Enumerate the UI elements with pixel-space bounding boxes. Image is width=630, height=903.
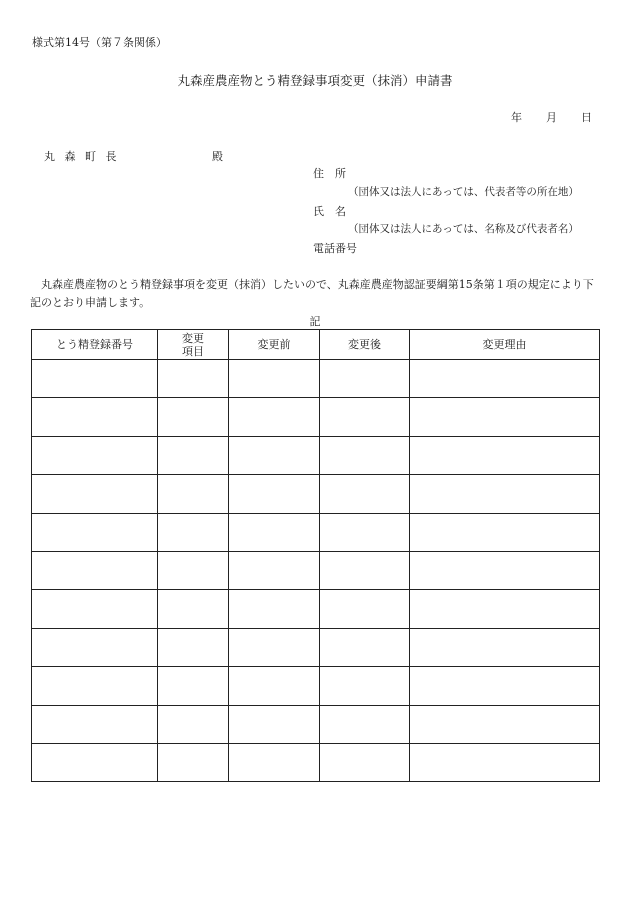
table-header-row <box>32 330 600 360</box>
records-table <box>31 329 600 782</box>
cell-change-item[interactable] <box>158 705 229 743</box>
form-number: 様式第14号（第７条関係） <box>32 36 167 49</box>
table-row <box>32 360 600 398</box>
cell-change-item[interactable] <box>158 743 229 781</box>
cell-change-item[interactable] <box>158 628 229 666</box>
cell-before[interactable] <box>229 705 320 743</box>
header-after: 変更後 <box>320 330 410 360</box>
cell-before[interactable] <box>229 743 320 781</box>
cell-registration-number[interactable] <box>32 743 158 781</box>
cell-change-item[interactable] <box>158 667 229 705</box>
cell-registration-number[interactable] <box>32 551 158 589</box>
records-body <box>32 360 600 782</box>
table-row <box>32 436 600 474</box>
cell-after[interactable] <box>320 475 410 513</box>
cell-reason[interactable] <box>410 436 600 474</box>
table-row <box>32 590 600 628</box>
cell-change-item[interactable] <box>158 551 229 589</box>
cell-after[interactable] <box>320 743 410 781</box>
address-note: （団体又は法人にあっては、代表者等の所在地） <box>348 186 579 198</box>
cell-reason[interactable] <box>410 475 600 513</box>
addressee: 丸 森 町 長 <box>44 150 120 163</box>
name-note: （団体又は法人にあっては、名称及び代表者名） <box>348 223 579 235</box>
date-month: 月 <box>546 111 557 124</box>
cell-registration-number[interactable] <box>32 360 158 398</box>
cell-reason[interactable] <box>410 667 600 705</box>
cell-after[interactable] <box>320 360 410 398</box>
ki-heading: 記 <box>309 315 321 328</box>
cell-after[interactable] <box>320 513 410 551</box>
table-row <box>32 743 600 781</box>
cell-reason[interactable] <box>410 743 600 781</box>
header-change-item-line2: 項目 <box>182 344 204 358</box>
cell-registration-number[interactable] <box>32 398 158 436</box>
cell-before[interactable] <box>229 551 320 589</box>
address-label: 住 所 <box>313 167 346 180</box>
honorific: 殿 <box>212 150 223 163</box>
table-row <box>32 705 600 743</box>
cell-before[interactable] <box>229 590 320 628</box>
header-change-item <box>158 330 229 360</box>
cell-registration-number[interactable] <box>32 705 158 743</box>
header-reason: 変更理由 <box>410 330 600 360</box>
phone-label: 電話番号 <box>313 242 357 255</box>
cell-before[interactable] <box>229 475 320 513</box>
cell-before[interactable] <box>229 436 320 474</box>
cell-after[interactable] <box>320 628 410 666</box>
table-row <box>32 551 600 589</box>
name-label: 氏 名 <box>313 205 346 218</box>
cell-reason[interactable] <box>410 513 600 551</box>
cell-before[interactable] <box>229 513 320 551</box>
table-row <box>32 475 600 513</box>
cell-change-item[interactable] <box>158 398 229 436</box>
cell-reason[interactable] <box>410 398 600 436</box>
document-title: 丸森産農産物とう精登録事項変更（抹消）申請書 <box>177 73 453 88</box>
table-row <box>32 667 600 705</box>
cell-change-item[interactable] <box>158 475 229 513</box>
date-line <box>511 109 592 125</box>
cell-after[interactable] <box>320 398 410 436</box>
cell-reason[interactable] <box>410 551 600 589</box>
table-row <box>32 628 600 666</box>
header-registration-number: とう精登録番号 <box>32 330 158 360</box>
date-day: 日 <box>581 111 592 124</box>
cell-change-item[interactable] <box>158 360 229 398</box>
cell-reason[interactable] <box>410 705 600 743</box>
cell-after[interactable] <box>320 667 410 705</box>
cell-after[interactable] <box>320 551 410 589</box>
cell-after[interactable] <box>320 705 410 743</box>
table-row <box>32 398 600 436</box>
cell-change-item[interactable] <box>158 513 229 551</box>
cell-reason[interactable] <box>410 590 600 628</box>
cell-after[interactable] <box>320 436 410 474</box>
cell-change-item[interactable] <box>158 590 229 628</box>
cell-change-item[interactable] <box>158 436 229 474</box>
cell-registration-number[interactable] <box>32 436 158 474</box>
cell-before[interactable] <box>229 628 320 666</box>
header-change-item-line1: 変更 <box>182 331 204 345</box>
cell-registration-number[interactable] <box>32 628 158 666</box>
cell-before[interactable] <box>229 360 320 398</box>
cell-registration-number[interactable] <box>32 513 158 551</box>
header-before: 変更前 <box>229 330 320 360</box>
table-row <box>32 513 600 551</box>
cell-registration-number[interactable] <box>32 475 158 513</box>
cell-before[interactable] <box>229 398 320 436</box>
cell-registration-number[interactable] <box>32 590 158 628</box>
cell-after[interactable] <box>320 590 410 628</box>
cell-before[interactable] <box>229 667 320 705</box>
date-year: 年 <box>511 111 522 124</box>
cell-reason[interactable] <box>410 628 600 666</box>
cell-reason[interactable] <box>410 360 600 398</box>
cell-registration-number[interactable] <box>32 667 158 705</box>
body-text: 丸森産農産物のとう精登録事項を変更（抹消）したいので、丸森産農産物認証要綱第15条第１項の規定により下記のとおり申請します。 <box>30 278 594 309</box>
